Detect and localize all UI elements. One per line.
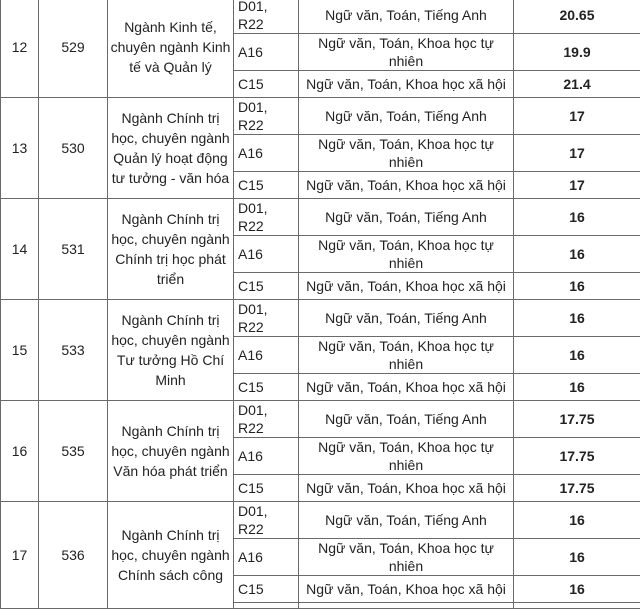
cutoff-score: 16: [514, 502, 640, 539]
table-row: [1, 502, 640, 539]
subject-list: Ngữ văn, Toán, Tiếng Anh: [299, 300, 514, 337]
subject-list: Ngữ văn, Toán, Tiếng Anh: [299, 401, 514, 438]
major-code: 529: [39, 0, 108, 98]
empty-cell: [234, 603, 299, 609]
empty-cell: [514, 603, 640, 609]
subject-combination-code: A16: [234, 236, 299, 273]
major-code: 533: [39, 300, 108, 401]
subject-combination-code: D01, R22: [234, 98, 299, 135]
subject-list: Ngữ văn, Toán, Khoa học xã hội: [299, 172, 514, 199]
cutoff-score: 16: [514, 539, 640, 576]
subject-combination-code: D01, R22: [234, 199, 299, 236]
empty-cell: [299, 603, 514, 609]
subject-list: Ngữ văn, Toán, Tiếng Anh: [299, 98, 514, 135]
cutoff-score: 16: [514, 576, 640, 603]
cutoff-score: 17: [514, 98, 640, 135]
major-code: 531: [39, 199, 108, 300]
subject-combination-code: D01, R22: [234, 300, 299, 337]
row-number: 12: [1, 0, 39, 98]
subject-list: Ngữ văn, Toán, Khoa học xã hội: [299, 71, 514, 98]
cutoff-score: 16: [514, 337, 640, 374]
table-row: [1, 0, 640, 34]
cutoff-score: 17.75: [514, 401, 640, 438]
row-number: 15: [1, 300, 39, 401]
row-number: 17: [1, 502, 39, 609]
subject-list: Ngữ văn, Toán, Khoa học tự nhiên: [299, 438, 514, 475]
row-number: 16: [1, 401, 39, 502]
major-name: Ngành Chính trị học, chuyên ngành Tư tưởng Hồ Chí Minh: [108, 300, 234, 401]
major-code: 536: [39, 502, 108, 609]
subject-combination-code: C15: [234, 576, 299, 603]
cutoff-score: 17: [514, 172, 640, 199]
subject-list: Ngữ văn, Toán, Khoa học tự nhiên: [299, 135, 514, 172]
subject-list: Ngữ văn, Toán, Khoa học xã hội: [299, 273, 514, 300]
major-name: Ngành Chính trị học, chuyên ngành Quản lý hoạt động tư tưởng - văn hóa: [108, 98, 234, 199]
major-name: Ngành Chính trị học, chuyên ngành Văn hóa phát triển: [108, 401, 234, 502]
cutoff-score: 17.75: [514, 475, 640, 502]
subject-list: Ngữ văn, Toán, Khoa học tự nhiên: [299, 236, 514, 273]
subject-combination-code: A16: [234, 539, 299, 576]
row-number: 14: [1, 199, 39, 300]
table-row: [1, 300, 640, 337]
subject-combination-code: C15: [234, 71, 299, 98]
cutoff-score: 17.75: [514, 438, 640, 475]
subject-list: Ngữ văn, Toán, Tiếng Anh: [299, 0, 514, 34]
subject-list: Ngữ văn, Toán, Khoa học tự nhiên: [299, 337, 514, 374]
subject-list: Ngữ văn, Toán, Tiếng Anh: [299, 199, 514, 236]
subject-combination-code: C15: [234, 273, 299, 300]
subject-list: Ngữ văn, Toán, Khoa học tự nhiên: [299, 539, 514, 576]
major-name: Ngành Chính trị học, chuyên ngành Chính trị học phát triển: [108, 199, 234, 300]
cutoff-score: 16: [514, 199, 640, 236]
cutoff-score: 19.9: [514, 34, 640, 71]
subject-list: Ngữ văn, Toán, Khoa học xã hội: [299, 374, 514, 401]
subject-combination-code: D01, R22: [234, 0, 299, 34]
row-number: 13: [1, 98, 39, 199]
cutoff-score: 16: [514, 374, 640, 401]
table-row: [1, 199, 640, 236]
cutoff-score: 16: [514, 300, 640, 337]
subject-combination-code: A16: [234, 34, 299, 71]
cutoff-score: 16: [514, 273, 640, 300]
table-row: [1, 401, 640, 438]
subject-combination-code: A16: [234, 438, 299, 475]
subject-combination-code: C15: [234, 475, 299, 502]
subject-list: Ngữ văn, Toán, Khoa học xã hội: [299, 475, 514, 502]
subject-combination-code: D01, R22: [234, 401, 299, 438]
major-name: Ngành Chính trị học, chuyên ngành Chính sách công: [108, 502, 234, 609]
cutoff-score: 17: [514, 135, 640, 172]
major-name: Ngành Kinh tế, chuyên ngành Kinh tế và Quản lý: [108, 0, 234, 98]
subject-list: Ngữ văn, Toán, Khoa học tự nhiên: [299, 34, 514, 71]
subject-combination-code: A16: [234, 135, 299, 172]
subject-combination-code: C15: [234, 374, 299, 401]
cutoff-score: 20.65: [514, 0, 640, 34]
cutoff-score: 21.4: [514, 71, 640, 98]
subject-combination-code: C15: [234, 172, 299, 199]
subject-combination-code: A16: [234, 337, 299, 374]
subject-list: Ngữ văn, Toán, Tiếng Anh: [299, 502, 514, 539]
cutoff-score: 16: [514, 236, 640, 273]
major-code: 535: [39, 401, 108, 502]
major-code: 530: [39, 98, 108, 199]
table-row: [1, 98, 640, 135]
subject-combination-code: D01, R22: [234, 502, 299, 539]
subject-list: Ngữ văn, Toán, Khoa học xã hội: [299, 576, 514, 603]
